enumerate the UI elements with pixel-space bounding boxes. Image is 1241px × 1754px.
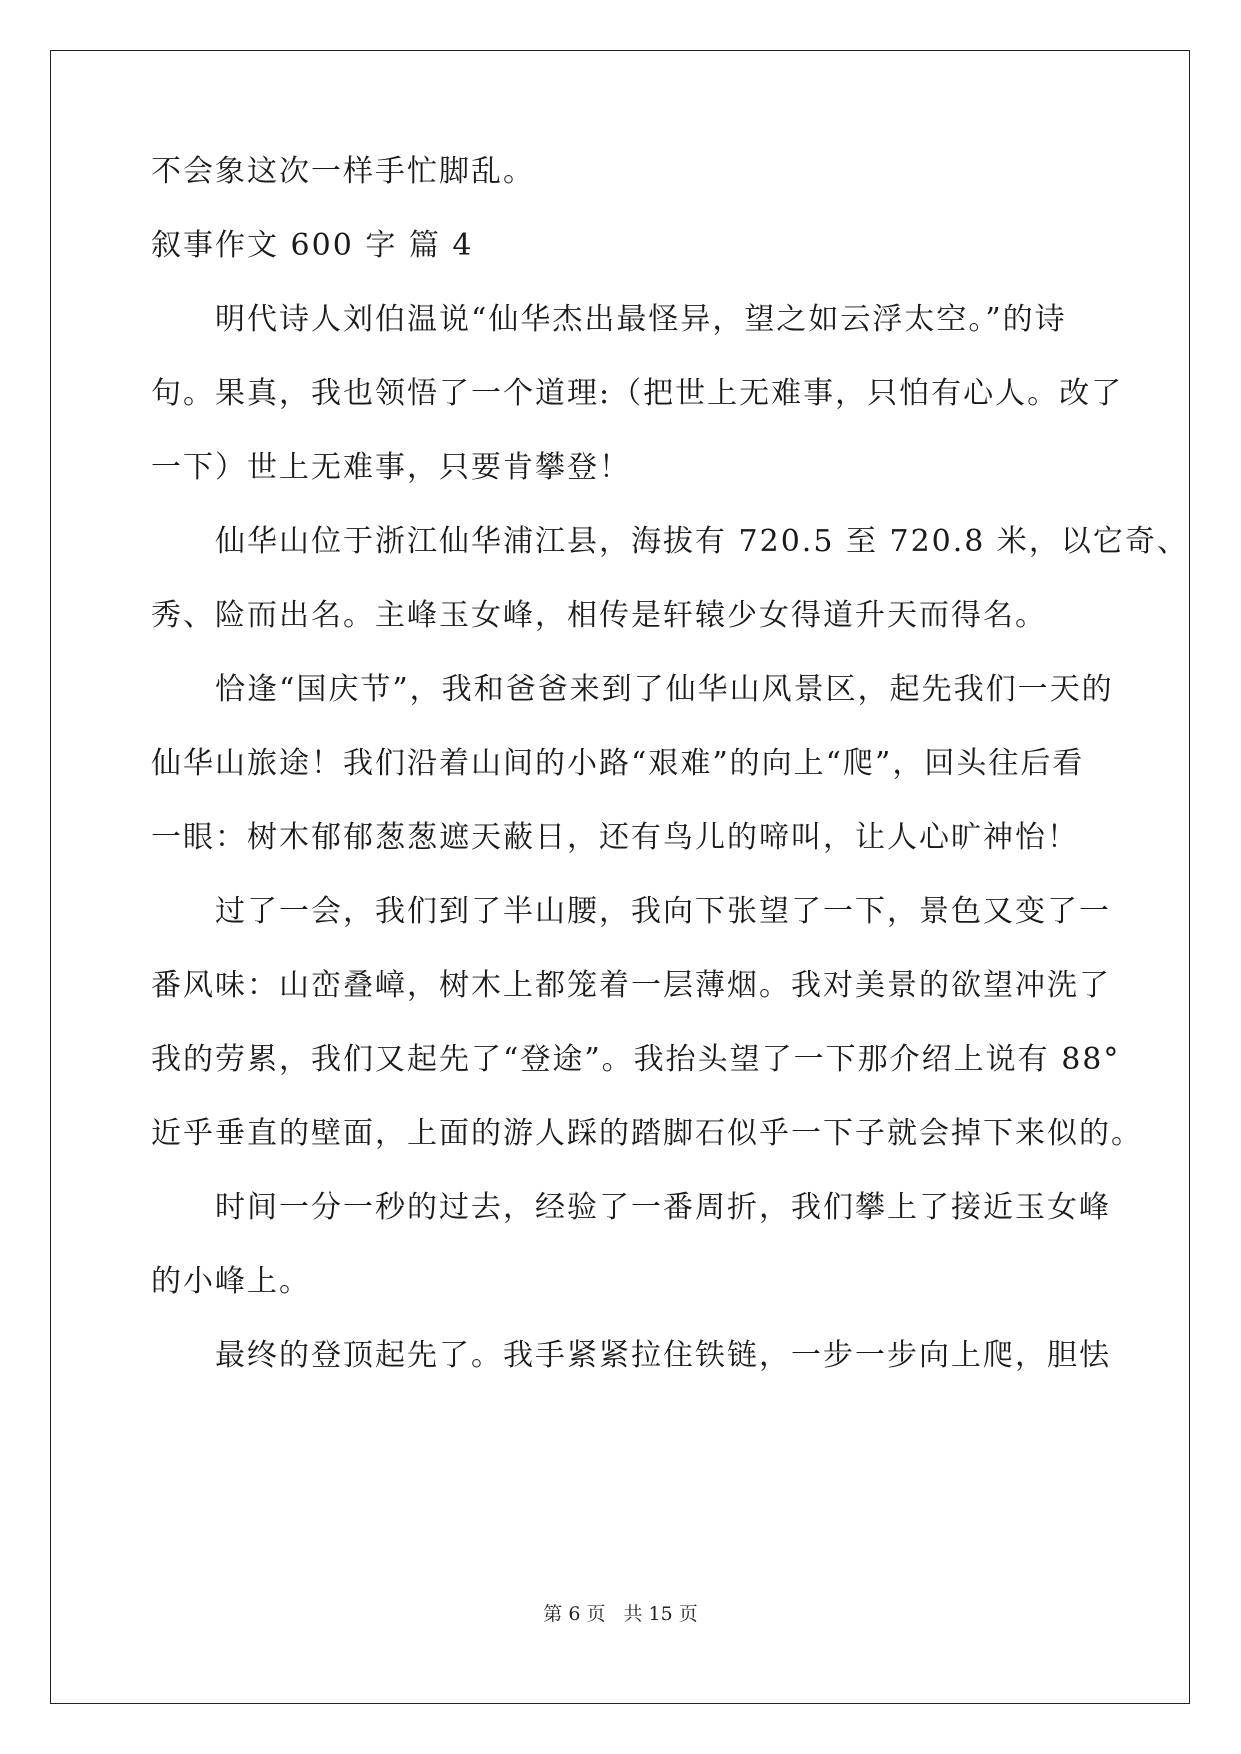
- text-line: 不会象这次一样手忙脚乱。: [151, 154, 535, 189]
- paragraph-line: 我的劳累，我们又起先了“登途”。我抬头望了一下那介绍上说有 88°: [151, 1042, 1121, 1077]
- page-footer: [0, 1602, 1241, 1626]
- paragraph-line: 一下）世上无难事，只要肯攀登！: [151, 450, 631, 485]
- paragraph-line: 秀、险而出名。主峰玉女峰，相传是轩辕少女得道升天而得名。: [151, 598, 1047, 633]
- paragraph-line: 番风味：山峦叠嶂，树木上都笼着一层薄烟。我对美景的欲望冲洗了: [151, 968, 1111, 1003]
- page-border: [50, 50, 1190, 1704]
- paragraph-line: 的小峰上。: [151, 1264, 311, 1299]
- paragraph-line: 一眼：树木郁郁葱葱遮天蔽日，还有鸟儿的啼叫，让人心旷神怡！: [151, 820, 1079, 855]
- paragraph-line: 句。果真，我也领悟了一个道理:（把世上无难事，只怕有心人。改了: [151, 376, 1124, 411]
- paragraph-line: 仙华山位于浙江仙华浦江县，海拔有 720.5 至 720.8 米，以它奇、: [215, 524, 1189, 559]
- paragraph-line: 时间一分一秒的过去，经验了一番周折，我们攀上了接近玉女峰: [215, 1190, 1111, 1225]
- paragraph-line: 明代诗人刘伯温说“仙华杰出最怪异，望之如云浮太空。”的诗: [215, 302, 1067, 337]
- page-number: 第 6 页: [543, 1603, 606, 1625]
- paragraph-line: 恰逢“国庆节”，我和爸爸来到了仙华山风景区，起先我们一天的: [215, 672, 1114, 707]
- paragraph-line: 最终的登顶起先了。我手紧紧拉住铁链，一步一步向上爬，胆怯: [215, 1338, 1111, 1373]
- paragraph-line: 近乎垂直的壁面，上面的游人踩的踏脚石似乎一下子就会掉下来似的。: [151, 1116, 1143, 1151]
- page-total: 共 15 页: [623, 1603, 698, 1625]
- paragraph-line: 过了一会，我们到了半山腰，我向下张望了一下，景色又变了一: [215, 894, 1111, 929]
- section-heading: 叙事作文 600 字 篇 4: [151, 228, 474, 263]
- paragraph-line: 仙华山旅途！我们沿着山间的小路“艰难”的向上“爬”，回头往后看: [151, 746, 1085, 781]
